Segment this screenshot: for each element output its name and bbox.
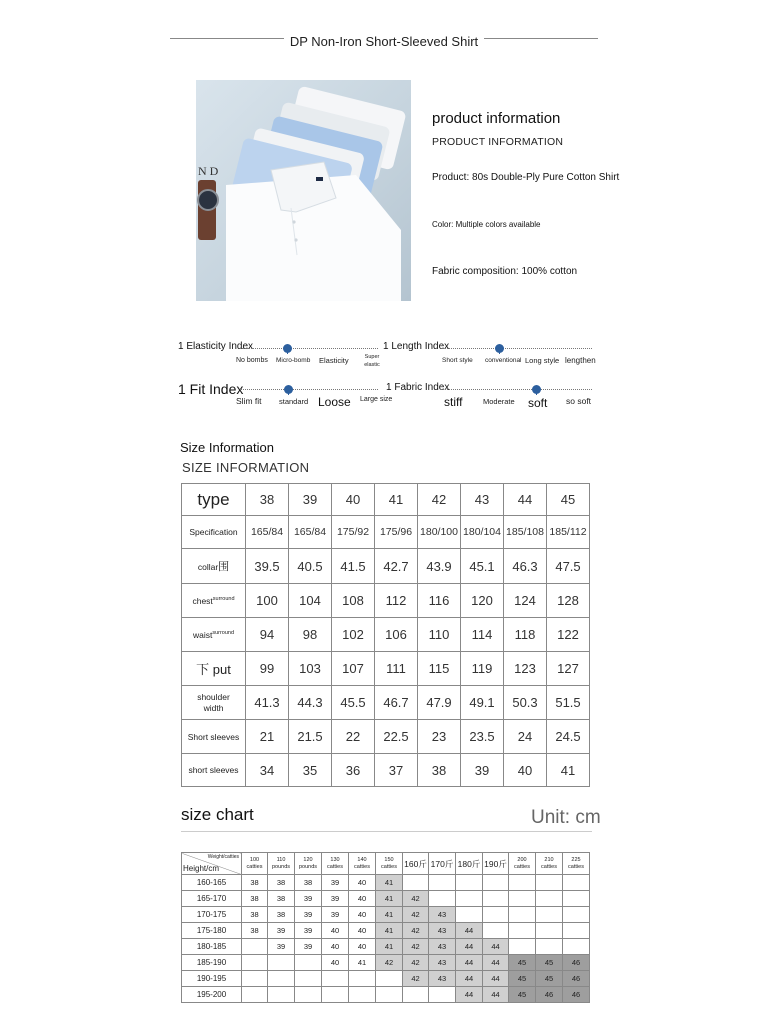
table-cell	[563, 891, 590, 907]
table-row	[182, 754, 590, 787]
table-cell: 45	[547, 484, 590, 516]
fabric-index-line	[440, 389, 592, 390]
table-cell: 47.5	[547, 549, 590, 584]
fit-option: Slim fit	[236, 396, 262, 406]
fabric-option: stiff	[444, 395, 463, 409]
table-cell: 44	[456, 987, 483, 1003]
table-cell	[349, 971, 376, 987]
table-cell: 39	[322, 875, 349, 891]
table-cell: 39	[295, 907, 322, 923]
table-cell: 42	[403, 939, 429, 955]
table-cell	[349, 987, 376, 1003]
table-cell: 118	[504, 618, 547, 652]
table-cell: 38	[268, 891, 295, 907]
table-cell: 42	[418, 484, 461, 516]
table-cell	[456, 907, 483, 923]
table-cell	[268, 987, 295, 1003]
table-cell: 107	[332, 652, 375, 686]
table-row	[182, 939, 590, 955]
table-cell: 50.3	[504, 686, 547, 720]
table-cell: 110	[418, 618, 461, 652]
fit-index-line	[240, 389, 378, 390]
table-cell	[536, 939, 563, 955]
table-cell	[456, 891, 483, 907]
table-cell	[295, 987, 322, 1003]
table-cell	[563, 923, 590, 939]
size-info-table	[181, 483, 590, 787]
table-cell: 38	[268, 875, 295, 891]
table-cell: 116	[418, 584, 461, 618]
table-cell: 38	[242, 907, 268, 923]
table-cell	[295, 971, 322, 987]
table-header-row	[182, 853, 590, 875]
height-cell: 185-190	[182, 955, 242, 971]
table-cell: 38	[242, 875, 268, 891]
size-chart-table	[181, 852, 590, 1003]
elasticity-option: Micro-bomb	[276, 357, 311, 364]
fabric-index-marker	[532, 385, 541, 394]
table-cell: 42	[403, 971, 429, 987]
table-row	[182, 618, 590, 652]
size-info-heading-upper: SIZE INFORMATION	[182, 460, 310, 475]
table-cell: 45.1	[461, 549, 504, 584]
weight-header: 180斤	[456, 853, 483, 875]
fabric-option: Moderate	[483, 397, 515, 406]
table-cell: 34	[246, 754, 289, 787]
table-cell: 21	[246, 720, 289, 754]
table-cell: 175/92	[332, 516, 375, 549]
table-cell	[322, 971, 349, 987]
height-cell: 195-200	[182, 987, 242, 1003]
table-cell: 41	[349, 955, 376, 971]
table-cell: 41	[376, 939, 403, 955]
weight-header: 130 catties	[322, 853, 349, 875]
corner-weight-label: Weight/catties	[207, 854, 239, 860]
product-info-heading-upper: PRODUCT INFORMATION	[432, 136, 564, 148]
table-cell: 108	[332, 584, 375, 618]
table-cell: 40	[332, 484, 375, 516]
table-cell: 45	[536, 971, 563, 987]
table-cell: 106	[375, 618, 418, 652]
table-row	[182, 955, 590, 971]
table-row	[182, 923, 590, 939]
table-cell: 114	[461, 618, 504, 652]
table-cell: 38	[418, 754, 461, 787]
elasticity-option: Super elastic	[364, 354, 380, 368]
weight-header: 200 catties	[509, 853, 536, 875]
row-label-hem: 下 put	[196, 662, 231, 677]
table-cell: 103	[289, 652, 332, 686]
table-cell	[509, 907, 536, 923]
elasticity-option: Elasticity	[319, 356, 349, 365]
table-cell: 44	[483, 939, 509, 955]
table-row	[182, 686, 590, 720]
table-cell: 45.5	[332, 686, 375, 720]
table-cell: 165/84	[289, 516, 332, 549]
table-cell: 44	[483, 971, 509, 987]
table-cell: 127	[547, 652, 590, 686]
height-cell: 175-180	[182, 923, 242, 939]
table-cell: 38	[242, 891, 268, 907]
table-cell: 44	[456, 923, 483, 939]
product-name: Product: 80s Double-Ply Pure Cotton Shirt	[432, 172, 620, 183]
table-cell: 46	[563, 971, 590, 987]
table-cell: 24.5	[547, 720, 590, 754]
table-cell: 44	[456, 971, 483, 987]
length-option: conventional	[485, 357, 522, 364]
table-cell: 39	[268, 939, 295, 955]
table-cell: 24	[504, 720, 547, 754]
table-cell	[456, 875, 483, 891]
table-cell: 44	[504, 484, 547, 516]
table-cell: 41.5	[332, 549, 375, 584]
table-cell: 39	[322, 907, 349, 923]
table-cell	[563, 939, 590, 955]
table-cell: 43	[429, 955, 456, 971]
product-photo	[196, 80, 411, 301]
table-cell: 23	[418, 720, 461, 754]
table-cell: 175/96	[375, 516, 418, 549]
table-cell: 44	[456, 955, 483, 971]
size-info-heading: Size Information	[180, 440, 274, 455]
table-cell: 38	[242, 923, 268, 939]
table-row	[182, 484, 590, 516]
table-cell: 39	[295, 939, 322, 955]
elasticity-index-line	[242, 348, 378, 349]
table-cell: 41	[376, 907, 403, 923]
table-cell: 40	[349, 907, 376, 923]
table-row	[182, 652, 590, 686]
table-cell	[322, 987, 349, 1003]
table-cell	[242, 939, 268, 955]
fit-option: Large size	[360, 396, 393, 403]
weight-header: 100 catties	[242, 853, 268, 875]
table-cell: 46.7	[375, 686, 418, 720]
table-cell: 98	[289, 618, 332, 652]
table-row	[182, 720, 590, 754]
table-cell: 23.5	[461, 720, 504, 754]
weight-header: 170斤	[429, 853, 456, 875]
table-cell: 40	[349, 939, 376, 955]
table-row	[182, 549, 590, 584]
table-cell: 42	[376, 955, 403, 971]
table-cell: 185/108	[504, 516, 547, 549]
table-cell: 43	[461, 484, 504, 516]
table-cell: 180/104	[461, 516, 504, 549]
weight-header: 120 pounds	[295, 853, 322, 875]
table-cell: 22	[332, 720, 375, 754]
length-index-line	[442, 348, 592, 349]
page-title: DP Non-Iron Short-Sleeved Shirt	[284, 34, 484, 49]
table-cell: 46	[563, 987, 590, 1003]
table-row	[182, 891, 590, 907]
table-cell: 46	[536, 987, 563, 1003]
chest-sup: surround	[212, 595, 235, 602]
table-cell: 40	[349, 923, 376, 939]
table-cell: 51.5	[547, 686, 590, 720]
table-cell	[429, 987, 456, 1003]
table-cell: 111	[375, 652, 418, 686]
table-cell: 104	[289, 584, 332, 618]
height-cell: 170-175	[182, 907, 242, 923]
table-row	[182, 907, 590, 923]
table-cell: 41	[376, 923, 403, 939]
photo-backdrop-text: ND	[198, 164, 222, 178]
table-cell: 99	[246, 652, 289, 686]
elasticity-index-marker	[283, 344, 292, 353]
table-cell: 120	[461, 584, 504, 618]
size-chart-heading: size chart	[181, 805, 254, 824]
table-cell: 46.3	[504, 549, 547, 584]
table-cell	[536, 923, 563, 939]
length-option: Long style	[525, 356, 560, 365]
corner-height-label: Height/cm	[183, 864, 220, 873]
table-cell	[295, 955, 322, 971]
chart-corner	[182, 853, 242, 875]
table-cell: 39	[289, 484, 332, 516]
row-label-short-sleeves: Short sleeves	[187, 731, 240, 742]
table-cell: 38	[268, 907, 295, 923]
table-cell: 42	[403, 955, 429, 971]
table-cell: 42	[403, 891, 429, 907]
table-cell: 22.5	[375, 720, 418, 754]
table-cell	[483, 875, 509, 891]
table-cell: 38	[246, 484, 289, 516]
table-cell: 41.3	[246, 686, 289, 720]
table-cell	[242, 987, 268, 1003]
table-cell: 180/100	[418, 516, 461, 549]
table-cell: 43	[429, 939, 456, 955]
table-cell: 39.5	[246, 549, 289, 584]
table-cell: 40	[322, 955, 349, 971]
table-cell: 36	[332, 754, 375, 787]
table-cell	[509, 891, 536, 907]
table-cell: 165/84	[246, 516, 289, 549]
height-cell: 180-185	[182, 939, 242, 955]
table-cell: 35	[289, 754, 332, 787]
table-cell: 42	[403, 907, 429, 923]
table-cell: 40	[349, 891, 376, 907]
size-chart-rule	[181, 831, 592, 832]
table-cell: 40	[349, 875, 376, 891]
table-cell	[563, 875, 590, 891]
table-row	[182, 971, 590, 987]
weight-header: 190斤	[483, 853, 509, 875]
table-cell	[268, 955, 295, 971]
table-cell: 122	[547, 618, 590, 652]
row-label-waist: waist	[192, 629, 213, 640]
table-cell	[563, 907, 590, 923]
row-label-type: type	[197, 489, 230, 509]
elasticity-option: No bombs	[236, 357, 268, 364]
table-cell	[429, 891, 456, 907]
table-cell	[483, 891, 509, 907]
table-cell: 43	[429, 923, 456, 939]
table-cell: 49.1	[461, 686, 504, 720]
table-cell	[509, 923, 536, 939]
table-cell	[509, 875, 536, 891]
table-cell: 39	[295, 923, 322, 939]
size-chart-unit: Unit: cm	[531, 807, 601, 828]
table-cell	[376, 987, 403, 1003]
fabric-option: so soft	[566, 396, 592, 406]
table-cell: 41	[376, 891, 403, 907]
row-label-chest: chest	[192, 595, 213, 606]
table-cell	[483, 907, 509, 923]
table-cell: 42	[403, 923, 429, 939]
collar-glyph: 围	[218, 561, 230, 573]
table-cell	[242, 955, 268, 971]
table-cell: 46	[563, 955, 590, 971]
height-cell: 190-195	[182, 971, 242, 987]
fabric-option: soft	[528, 396, 548, 410]
product-fabric: Fabric composition: 100% cotton	[432, 266, 578, 277]
length-index-label: 1 Length Index	[383, 341, 450, 352]
table-cell	[242, 971, 268, 987]
table-cell: 47.9	[418, 686, 461, 720]
table-cell: 42.7	[375, 549, 418, 584]
table-cell: 115	[418, 652, 461, 686]
table-cell: 39	[461, 754, 504, 787]
table-cell: 185/112	[547, 516, 590, 549]
row-label-specification: Specification	[189, 527, 238, 537]
shirt-stack-illustration	[196, 80, 411, 301]
weight-header: 210 catties	[536, 853, 563, 875]
length-index-marker	[495, 344, 504, 353]
table-cell: 119	[461, 652, 504, 686]
table-cell: 44.3	[289, 686, 332, 720]
product-info-heading: product information	[432, 110, 561, 127]
table-cell: 39	[322, 891, 349, 907]
table-cell: 123	[504, 652, 547, 686]
table-cell	[376, 971, 403, 987]
table-cell: 44	[456, 939, 483, 955]
fit-option: standard	[279, 397, 309, 406]
row-label-shoulder: shoulder width	[197, 691, 230, 713]
length-option: lengthen	[565, 356, 596, 365]
table-cell: 44	[483, 987, 509, 1003]
table-cell: 43.9	[418, 549, 461, 584]
table-cell: 43	[429, 907, 456, 923]
table-cell: 40	[322, 923, 349, 939]
table-cell: 40	[504, 754, 547, 787]
waist-sup: surround	[212, 629, 235, 636]
fabric-index-label: 1 Fabric Index	[386, 382, 450, 393]
table-cell: 43	[429, 971, 456, 987]
table-cell: 39	[295, 891, 322, 907]
table-cell: 45	[509, 987, 536, 1003]
length-option: Short style	[442, 357, 473, 364]
table-cell: 124	[504, 584, 547, 618]
fit-index-label: 1 Fit Index	[178, 381, 244, 397]
table-cell	[403, 987, 429, 1003]
table-row	[182, 875, 590, 891]
table-cell	[268, 971, 295, 987]
table-cell: 94	[246, 618, 289, 652]
table-cell: 44	[483, 955, 509, 971]
table-cell	[509, 939, 536, 955]
table-cell	[429, 875, 456, 891]
table-cell: 100	[246, 584, 289, 618]
table-row	[182, 584, 590, 618]
table-cell: 40	[322, 939, 349, 955]
table-cell	[536, 907, 563, 923]
fit-index-marker	[284, 385, 293, 394]
table-cell	[536, 891, 563, 907]
table-cell: 39	[268, 923, 295, 939]
table-cell: 21.5	[289, 720, 332, 754]
height-cell: 165-170	[182, 891, 242, 907]
weight-header: 110 pounds	[268, 853, 295, 875]
weight-header: 225 catties	[563, 853, 590, 875]
table-cell	[483, 923, 509, 939]
row-label-short-sleeves-2: short sleeves	[188, 765, 239, 775]
table-cell: 41	[376, 875, 403, 891]
table-cell: 102	[332, 618, 375, 652]
product-color: Color: Multiple colors available	[432, 220, 541, 229]
table-cell: 128	[547, 584, 590, 618]
table-cell: 38	[295, 875, 322, 891]
row-label-collar: collar	[197, 562, 219, 572]
table-cell: 45	[509, 955, 536, 971]
height-cell: 160-165	[182, 875, 242, 891]
table-cell	[536, 875, 563, 891]
fit-option: Loose	[318, 395, 351, 409]
table-row	[182, 987, 590, 1003]
weight-header: 160斤	[403, 853, 429, 875]
table-cell: 41	[547, 754, 590, 787]
table-cell: 40.5	[289, 549, 332, 584]
table-cell: 45	[509, 971, 536, 987]
table-cell: 45	[536, 955, 563, 971]
weight-header: 150 catties	[376, 853, 403, 875]
table-cell: 112	[375, 584, 418, 618]
elasticity-index-label: 1 Elasticity Index	[178, 341, 254, 352]
weight-header: 140 catties	[349, 853, 376, 875]
table-cell: 37	[375, 754, 418, 787]
table-cell: 41	[375, 484, 418, 516]
table-cell	[403, 875, 429, 891]
table-row	[182, 516, 590, 549]
